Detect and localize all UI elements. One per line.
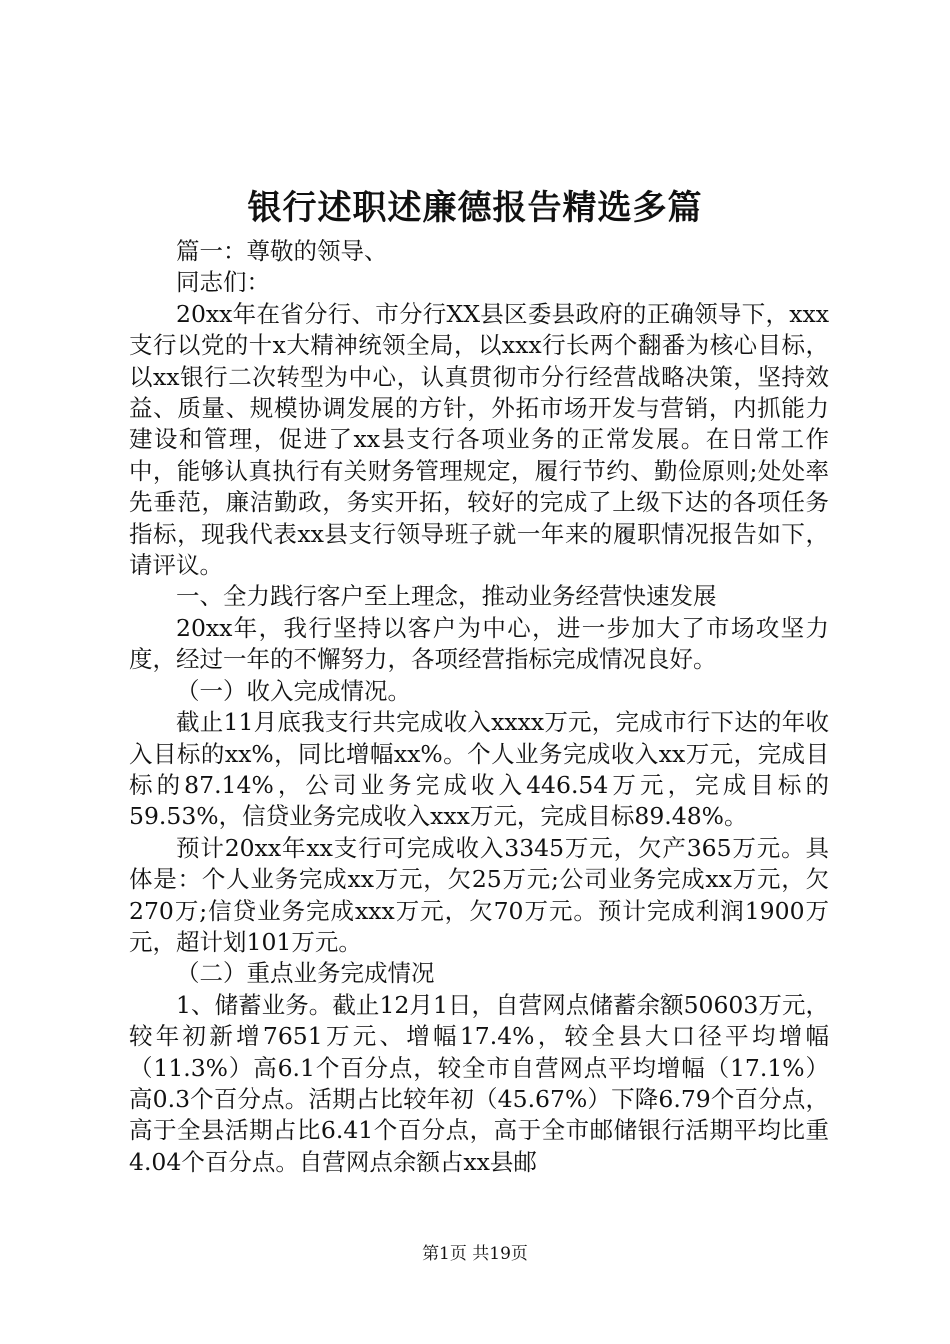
document-body	[129, 236, 829, 1178]
paragraph-overview: 20xx年，我行坚持以客户为中心，进一步加大了市场攻坚力度，经过一年的不懈努力，各项经营指标完成情况良好。	[129, 613, 829, 674]
subsection-heading-income: （一）收入完成情况。	[176, 676, 411, 705]
paragraph-greeting: 篇一：尊敬的领导、	[176, 237, 388, 265]
paragraph-salutation: 同志们：	[176, 268, 270, 297]
document-title: 银行述职述廉德报告精选多篇	[247, 188, 703, 228]
paragraph-intro: 20xx年在省分行、市分行XX县区委县政府的正确领导下，xxx支行以党的十x大精神统领全局，以xxx行长两个翻番为核心目标，以xx银行二次转型为中心，认真贯彻市分行经营战略决策，坚持效益、质量、规模协调发展的方针，外拓市场开发与营销，内抓能力建设和管理，促进了xx县支行各项业务的正常发展。在日常工作中，能够认真执行有关财务管理规定，履行节约、勤俭原则;处处率先垂范，廉洁勤政，务实开拓，较好的完成了上级下达的各项任务指标，现我代表xx县支行领导班子就一年来的履职情况报告如下，请评议。	[129, 299, 829, 580]
paragraph-income: 截止11月底我支行共完成收入xxxx万元，完成市行下达的年收入目标的xx%，同比增幅xx%。个人业务完成收入xx万元，完成目标的87.14%，公司业务完成收入446.54万元，完成目标的59.53%，信贷业务完成收入xxx万元，完成目标89.48%。	[129, 708, 829, 831]
paragraph-forecast: 预计20xx年xx支行可完成收入3345万元，欠产365万元。具体是：个人业务完成xx万元，欠25万元;公司业务完成xx万元，欠270万;信贷业务完成xxx万元，欠70万元。预计完成利润1900万元，超计划101万元。	[129, 833, 829, 956]
page-footer: 第1页 共19页	[422, 1244, 528, 1264]
paragraph-savings: 1、储蓄业务。截止12月1日，自营网点储蓄余额50603万元，较年初新增7651万元、增幅17.4%，较全县大口径平均增幅（11.3%）高6.1个百分点，较全市自营网点平均增幅（17.1%）高0.3个百分点。活期占比较年初（45.67%）下降6.79个百分点，高于全县活期占比6.41个百分点，高于全市邮储银行活期平均比重4.04个百分点。自营网点余额占xx县邮	[129, 990, 829, 1176]
subsection-heading-key-business: （二）重点业务完成情况	[176, 959, 435, 988]
section-heading-1: 一、全力践行客户至上理念，推动业务经营快速发展	[176, 582, 717, 611]
